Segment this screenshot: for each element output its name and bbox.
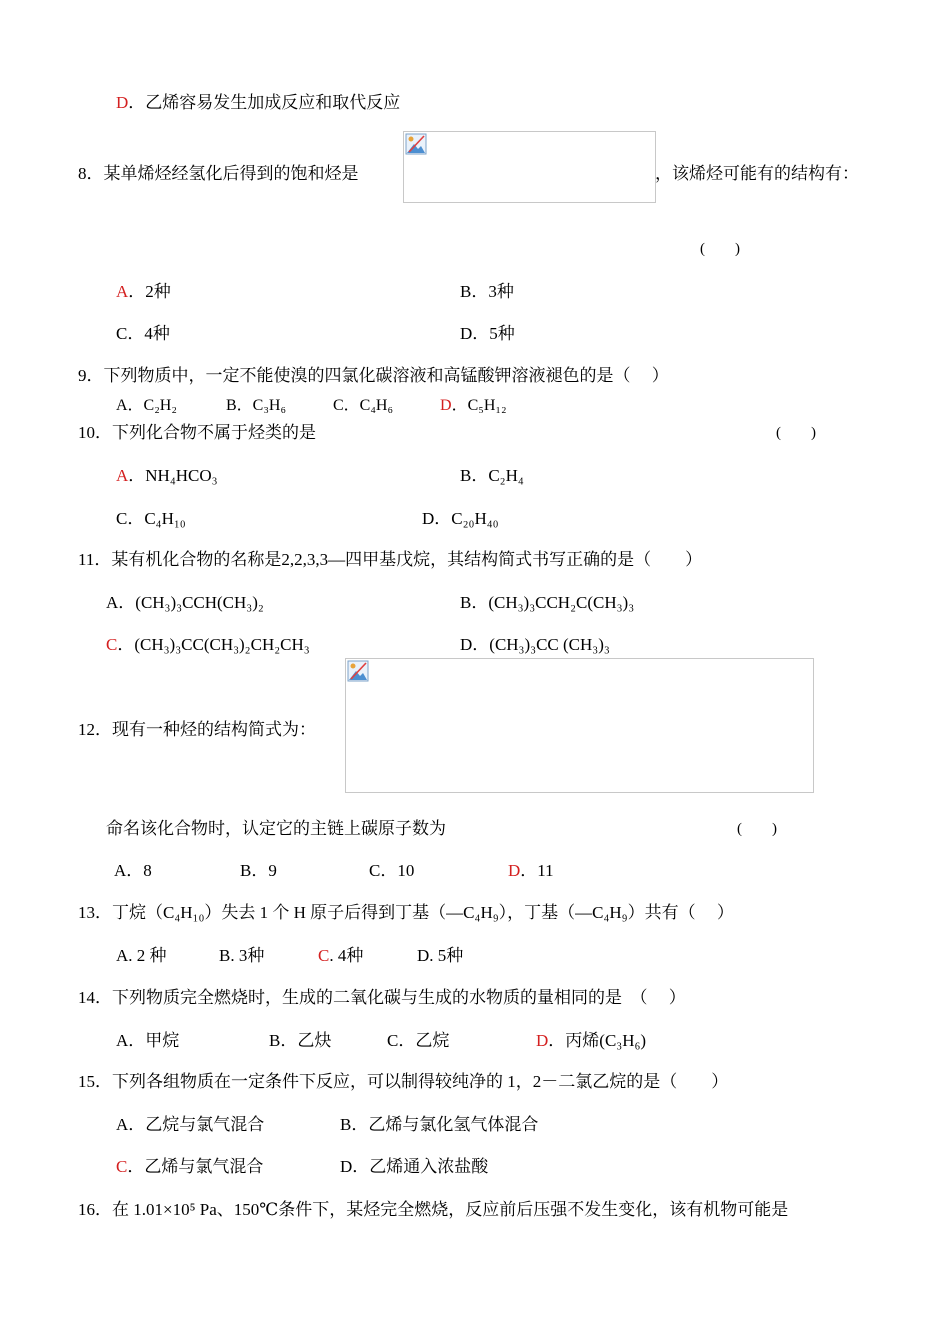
q8-option-a-letter: A [116,282,129,301]
q14-option-d-text: ．丙烯(C₃H₆) [548,1031,647,1050]
q12-structure-image [345,658,814,793]
q15-option-c-text: ．乙烯与氯气混合 [127,1157,264,1176]
q13-option-a: A. 2 种 [116,946,167,965]
q14-stem: 14．下列物质完全燃烧时，生成的二氧化碳与生成的水物质的量相同的是 （ ） [78,988,686,1007]
q14-option-d [536,1030,646,1052]
q12-answer-paren: ( ) [737,821,777,837]
q7-option-d-text: ．乙烯容易发生加成反应和取代反应 [128,93,401,112]
q13-option-c-text: . 4种 [329,946,364,965]
q8-option-b: B．3种 [460,282,514,301]
q10-option-c: C．C₄H₁₀ [116,509,186,528]
q12-option-a: A．8 [114,861,152,880]
q16-stem: 16．在 1.01×10⁵ Pa、150℃条件下，某烃完全燃烧，反应前后压强不发生变化，该有机物可能是 [78,1200,789,1219]
q12-option-d-text: ．11 [520,861,554,880]
q13-option-c [318,945,363,967]
q10-option-a-text: ．NH₄HCO₃ [128,466,218,485]
q12-option-d-letter: D [508,861,521,880]
q7-option-d-letter: D [116,93,129,112]
q10-answer-paren: ( ) [776,425,816,441]
q10-stem: 10．下列化合物不属于烃类的是 [78,423,316,442]
q15-stem: 15．下列各组物质在一定条件下反应，可以制得较纯净的 1，2－二氯乙烷的是（ ） [78,1072,729,1091]
q15-option-b: B．乙烯与氯化氢气体混合 [340,1115,539,1134]
q8-option-d: D．5种 [460,324,515,343]
q12-stem: 12．现有一种烃的结构简式为： [78,720,316,739]
q10-option-b: B．C₂H₄ [460,466,524,485]
q10-option-d: D．C₂₀H₄₀ [422,509,499,528]
broken-image-icon [405,133,427,155]
q8-stem-a: 8．某单烯烃经氢化后得到的饱和烃是 [78,164,359,183]
q14-option-b: B．乙炔 [269,1031,332,1050]
q13-option-c-letter: C [318,946,330,965]
broken-image-icon [347,660,369,682]
q13-option-b: B. 3种 [219,946,265,965]
q12-option-b: B．9 [240,861,277,880]
q8-option-a-text: ．2种 [128,282,171,301]
q8-structure-image [403,131,656,203]
q12-line2: 命名该化合物时，认定它的主链上碳原子数为 [106,819,446,838]
q8-answer-paren: ( ) [700,241,740,257]
q15-option-a: A．乙烷与氯气混合 [116,1115,265,1134]
q9-option-a: A．C₂H₂ [116,397,177,414]
q11-stem: 11．某有机化合物的名称是2,2,3,3—四甲基戊烷，其结构简式书写正确的是（ ） [78,550,703,569]
q11-option-c [106,634,310,656]
q11-option-c-text: ．(CH₃)₃CC(CH₃)₂CH₂CH₃ [117,635,310,654]
q9-option-d-letter: D [440,397,452,414]
q9-stem: 9．下列物质中，一定不能使溴的四氯化碳溶液和高锰酸钾溶液褪色的是（ ） [78,366,669,385]
q8-stem-b: ，该烯烃可能有的结构有： [655,164,859,183]
q13-option-d: D. 5种 [417,946,464,965]
q11-option-d: D．(CH₃)₃CC (CH₃)₃ [460,635,610,654]
q14-option-d-letter: D [536,1031,549,1050]
q10-option-a [116,465,218,487]
q8-option-c: C．4种 [116,324,170,343]
q9-option-c: C．C₄H₆ [333,397,394,414]
q8-option-a [116,281,171,303]
q10-option-a-letter: A [116,466,129,485]
q15-option-c [116,1156,263,1178]
q9-option-d [440,395,507,417]
q15-option-c-letter: C [116,1157,128,1176]
q15-option-d: D．乙烯通入浓盐酸 [340,1157,489,1176]
q11-option-c-letter: C [106,635,118,654]
q11-option-b: B．(CH₃)₃CCH₂C(CH₃)₃ [460,593,635,612]
q11-option-a: A．(CH₃)₃CCH(CH₃)₂ [106,593,264,612]
q13-stem: 13．丁烷（C₄H₁₀）失去 1 个 H 原子后得到丁基（—C₄H₉），丁基（—C₄H₉）共有（ ） [78,903,734,922]
q12-option-c: C．10 [369,861,415,880]
q9-option-d-text: ．C₅H₁₂ [451,397,507,414]
q12-option-d [508,860,554,882]
q9-option-b: B．C₃H₆ [226,397,287,414]
q14-option-c: C．乙烷 [387,1031,450,1050]
q14-option-a: A．甲烷 [116,1031,180,1050]
q7-option-d [116,92,400,114]
